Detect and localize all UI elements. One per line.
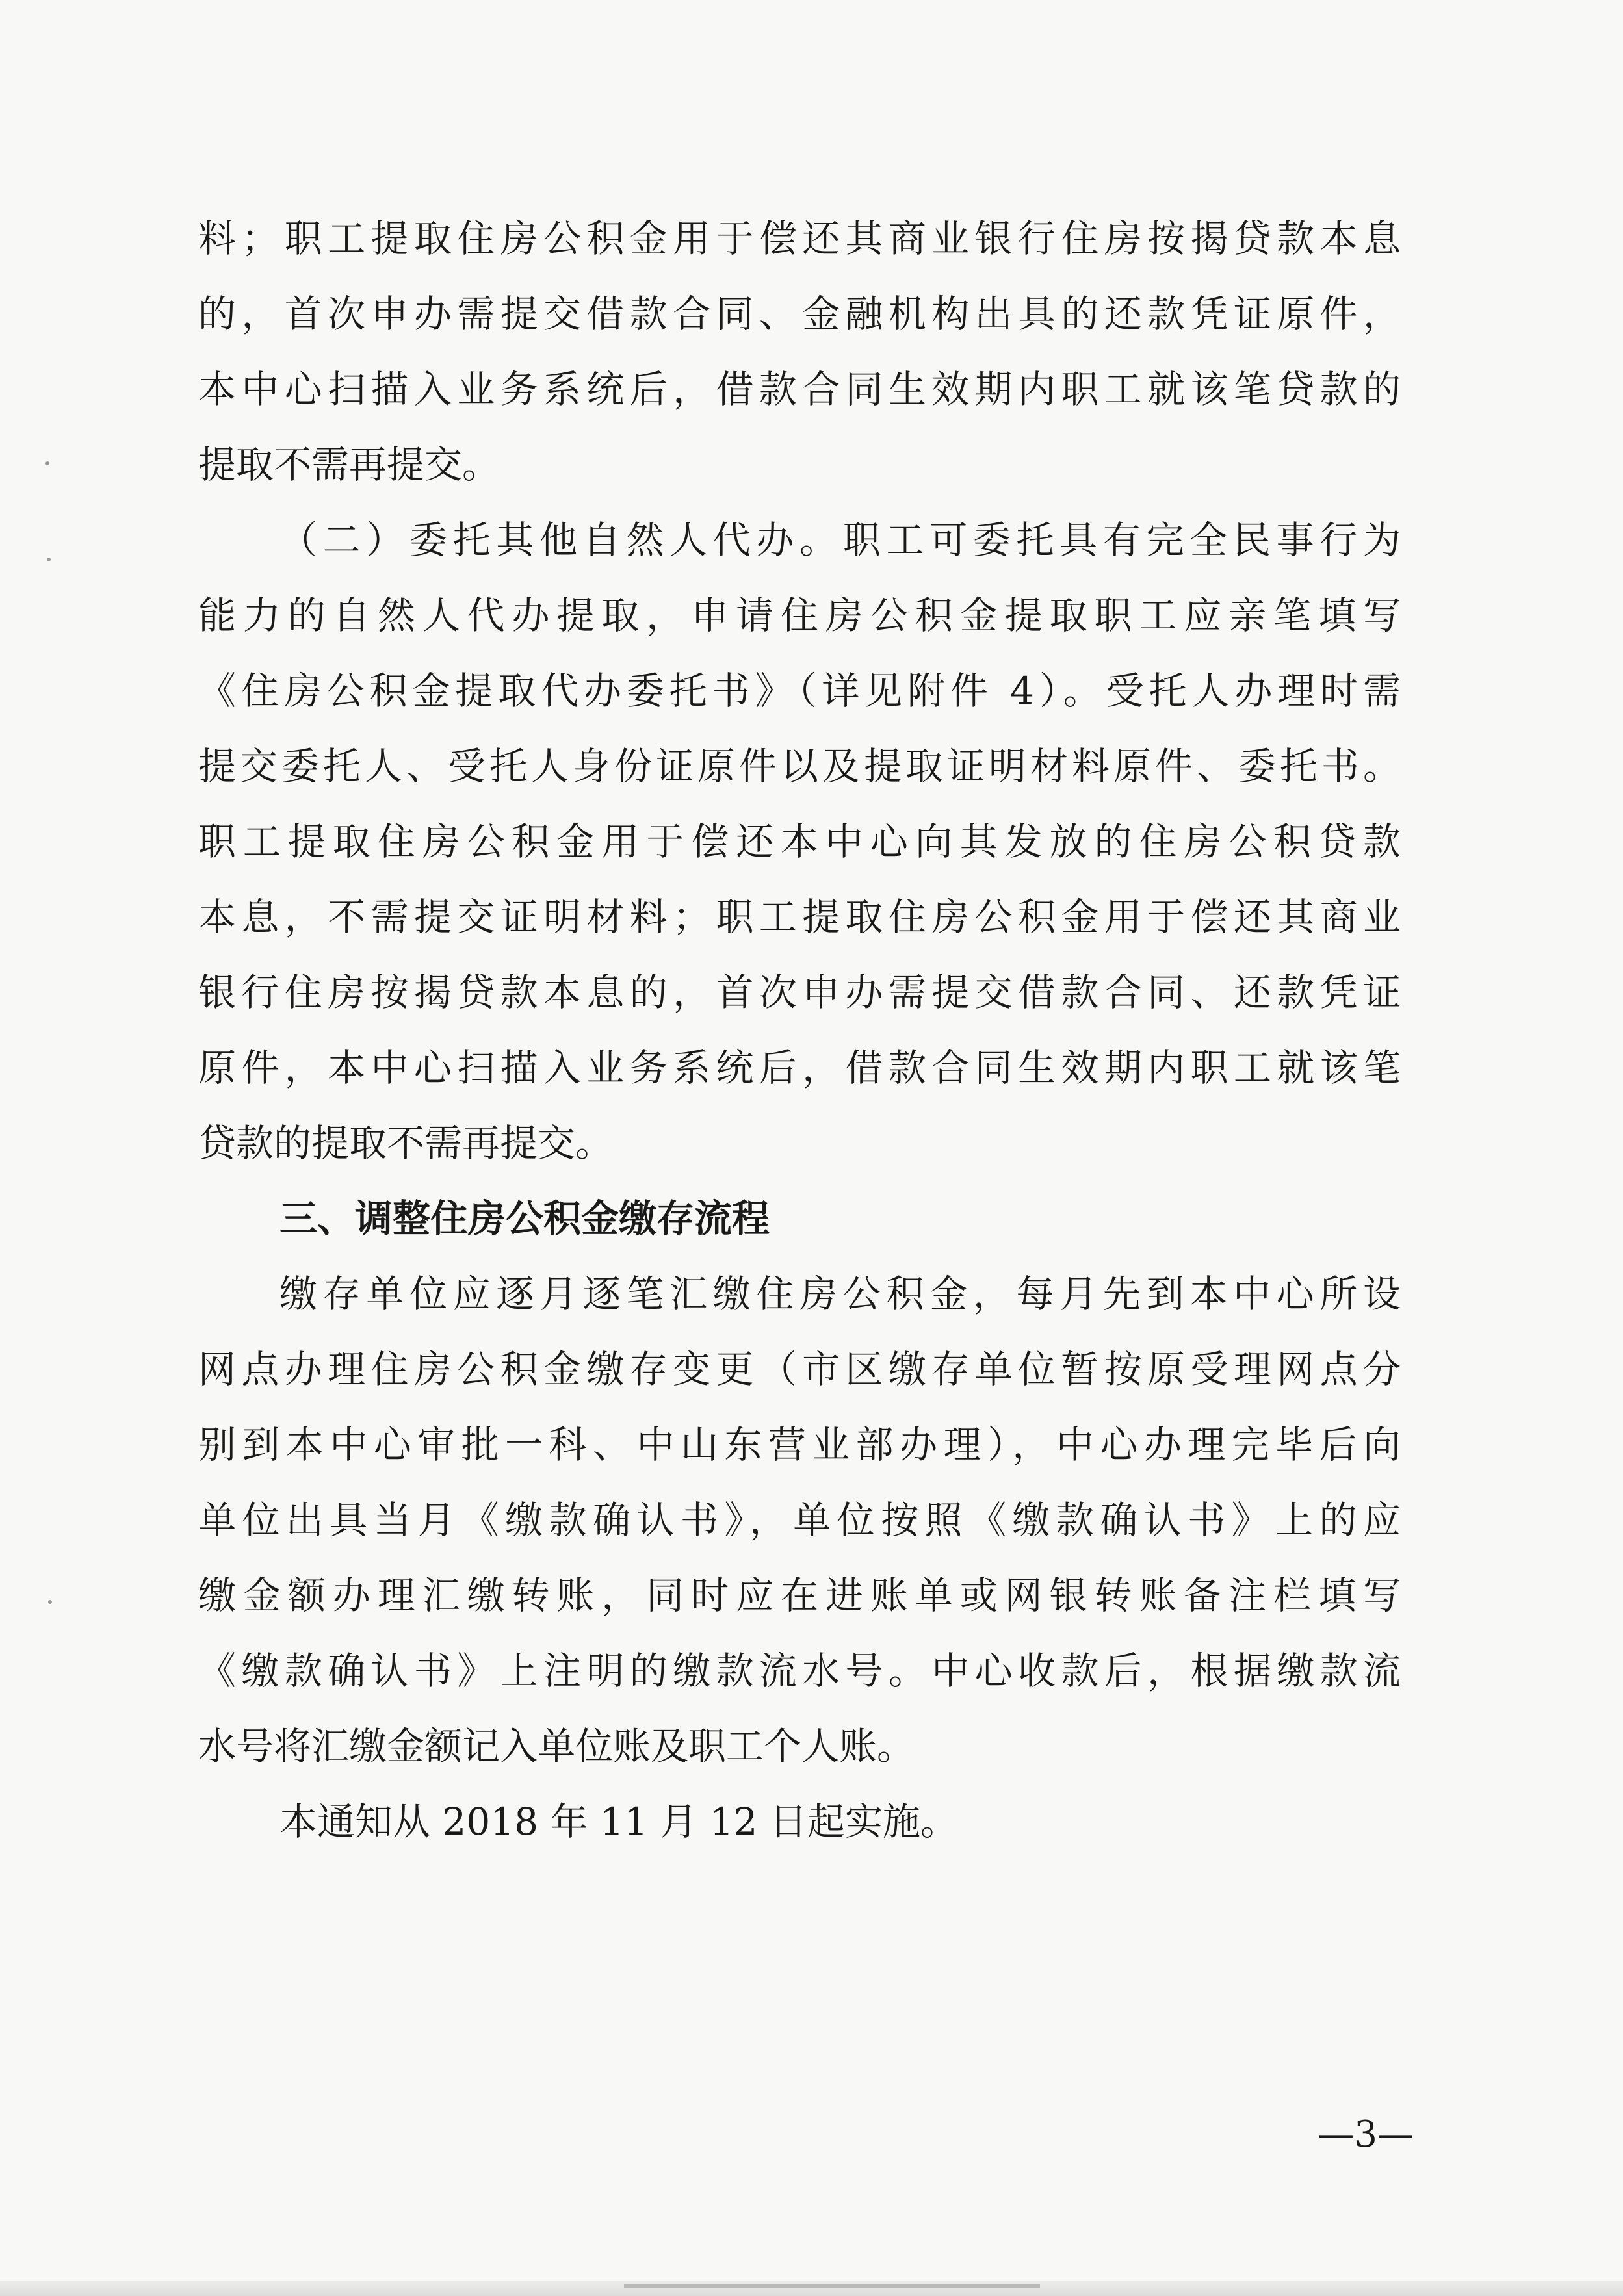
effective-date-line: 本通知从 2018 年 11 月 12 日起实施。 <box>279 1799 958 1844</box>
paragraph-line-10: 本息，不需提交证明材料；职工提取住房公积金用于偿还其商业 <box>198 895 1401 939</box>
scan-edge-mark <box>624 2284 1040 2288</box>
paragraph-line-2: 的，首次申办需提交借款合同、金融机构出具的还款凭证原件， <box>198 292 1401 336</box>
paragraph-line-9: 职工提取住房公积金用于偿还本中心向其发放的住房公积贷款 <box>198 819 1401 864</box>
paragraph-line-1: 料；职工提取住房公积金用于偿还其商业银行住房按揭贷款本息 <box>198 216 1401 261</box>
scan-speck <box>47 558 51 561</box>
scan-speck <box>45 461 49 465</box>
paragraph-line-20: 《缴款确认书》上注明的缴款流水号。中心收款后，根据缴款流 <box>198 1649 1401 1693</box>
paragraph-line-5: （二）委托其他自然人代办。职工可委托具有完全民事行为 <box>279 518 1401 562</box>
section-heading: 三、调整住房公积金缴存流程 <box>279 1196 770 1241</box>
paragraph-line-21: 水号将汇缴金额记入单位账及职工个人账。 <box>198 1724 915 1768</box>
paragraph-line-12: 原件，本中心扫描入业务系统后，借款合同生效期内职工就该笔 <box>198 1046 1401 1090</box>
paragraph-line-11: 银行住房按揭贷款本息的，首次申办需提交借款合同、还款凭证 <box>198 970 1401 1014</box>
paragraph-line-19: 缴金额办理汇缴转账，同时应在进账单或网银转账备注栏填写 <box>198 1573 1401 1618</box>
paragraph-line-8: 提交委托人、受托人身份证原件以及提取证明材料原件、委托书。 <box>198 744 1401 788</box>
paragraph-line-16: 网点办理住房公积金缴存变更（市区缴存单位暂按原受理网点分 <box>198 1347 1401 1391</box>
paragraph-line-13: 贷款的提取不需再提交。 <box>198 1121 614 1165</box>
paragraph-line-7: 《住房公积金提取代办委托书》（详见附件 4）。受托人办理时需 <box>198 669 1401 713</box>
page-number: —3— <box>1318 2113 1414 2156</box>
paragraph-line-18: 单位出具当月《缴款确认书》，单位按照《缴款确认书》上的应 <box>198 1498 1401 1542</box>
paragraph-line-15: 缴存单位应逐月逐笔汇缴住房公积金，每月先到本中心所设 <box>279 1272 1401 1316</box>
paragraph-line-3: 本中心扫描入业务系统后，借款合同生效期内职工就该笔贷款的 <box>198 367 1401 411</box>
paragraph-line-6: 能力的自然人代办提取，申请住房公积金提取职工应亲笔填写 <box>198 593 1401 638</box>
paragraph-line-17: 别到本中心审批一科、中山东营业部办理），中心办理完毕后向 <box>198 1423 1401 1467</box>
scan-speck <box>48 1600 52 1604</box>
paragraph-line-4: 提取不需再提交。 <box>198 443 500 487</box>
